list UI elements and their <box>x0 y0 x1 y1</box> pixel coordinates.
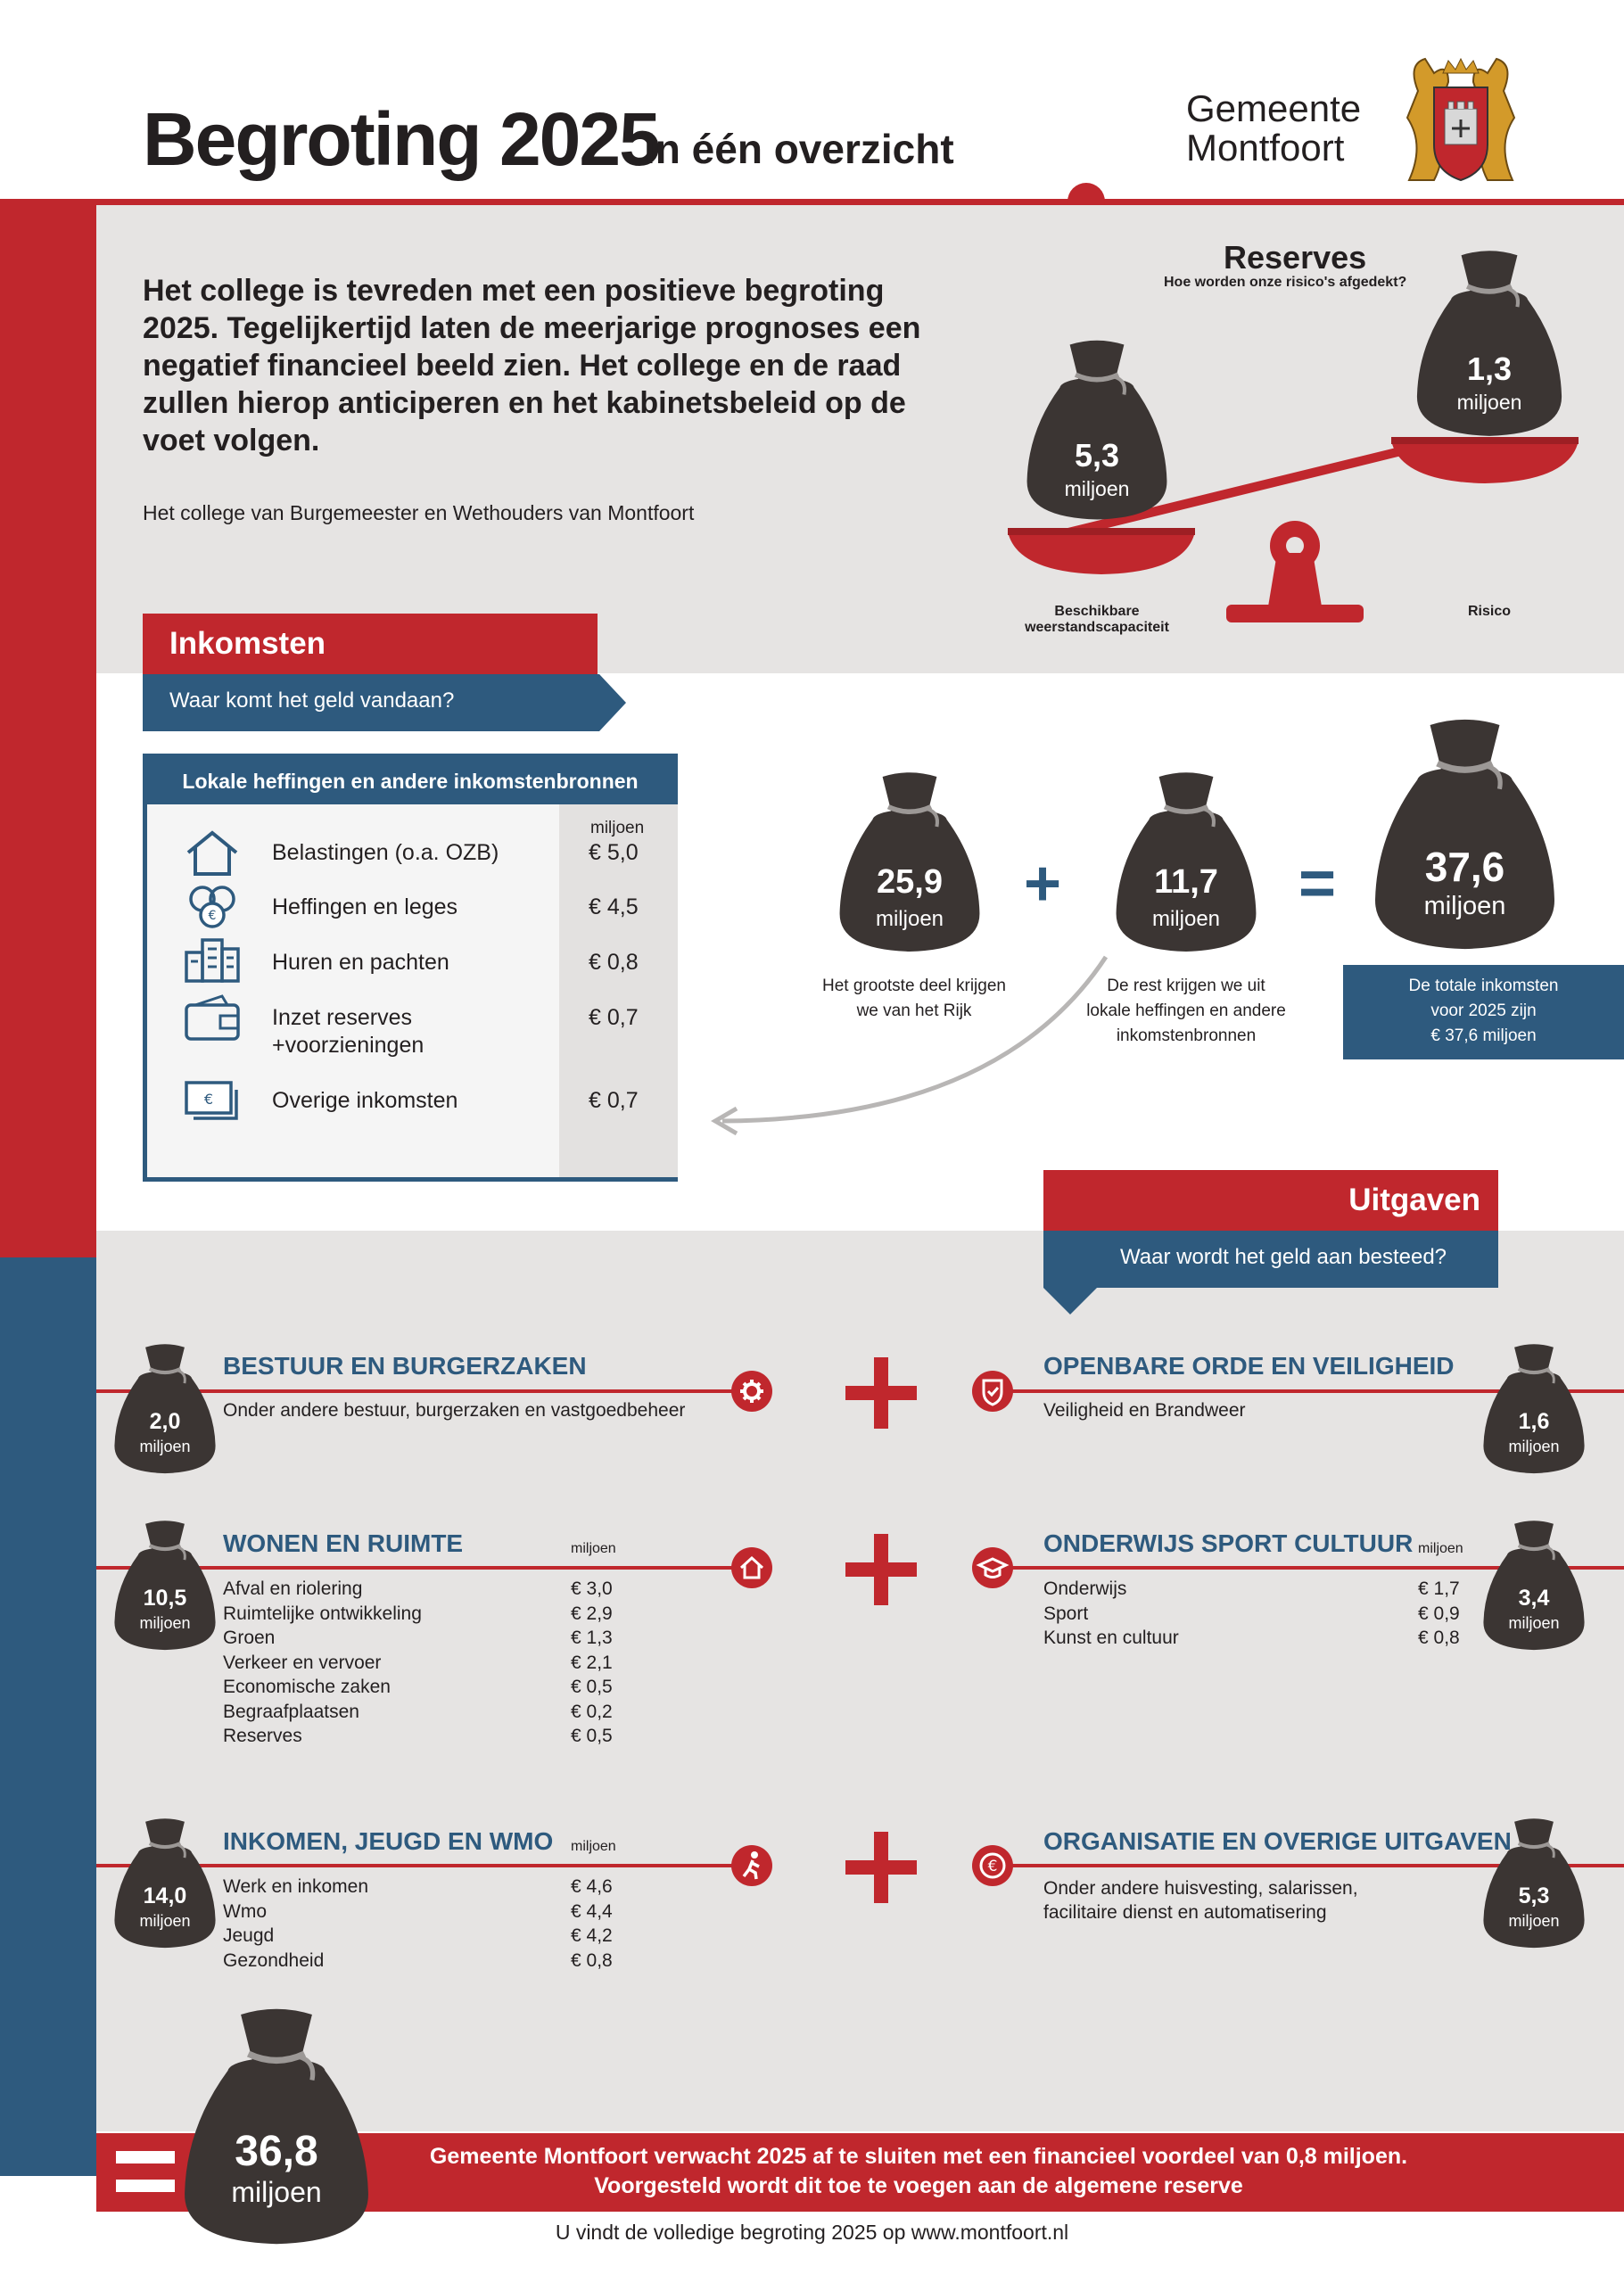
municipality-logo-text <box>1186 89 1361 168</box>
onderwijs-unit-header: miljoen <box>1418 1541 1463 1556</box>
reserve-left-unit: miljoen <box>1064 477 1130 500</box>
reserve-left-label <box>1008 604 1186 636</box>
onderwijs-title: ONDERWIJS SPORT CULTUUR <box>1043 1529 1414 1557</box>
income-subtab: Waar komt het geld vandaan? <box>169 688 455 713</box>
banknote-icon <box>183 1079 242 1125</box>
inkomen-unit: miljoen <box>139 1912 191 1930</box>
coat-of-arms-icon <box>1363 55 1559 189</box>
summary-line-2: Voorgesteld wordt dit toe te voegen aan de algemene reserve <box>594 2173 1243 2198</box>
item-value: € 0,2 <box>571 1701 613 1722</box>
svg-text:€: € <box>208 909 217 923</box>
item-value: € 0,5 <box>571 1677 613 1697</box>
inkomen-item <box>223 1875 615 1900</box>
income-row-value: € 4,5 <box>589 894 639 919</box>
item-label: Werk en inkomen <box>223 1876 369 1897</box>
item-value: € 0,8 <box>1418 1628 1460 1648</box>
buildings-icon <box>183 936 242 983</box>
item-label: Afval en riolering <box>223 1578 363 1599</box>
page-subtitle: in één overzicht <box>644 126 954 172</box>
income-row-value: € 0,8 <box>589 950 639 975</box>
item-label: Begraafplaatsen <box>223 1701 359 1722</box>
caption-line: we van het Rijk <box>856 1001 972 1020</box>
item-value: € 1,7 <box>1418 1578 1460 1599</box>
curved-arrow-icon <box>705 950 1124 1146</box>
wonen-unit-header: miljoen <box>571 1541 616 1556</box>
expenses-tab: Uitgaven <box>1043 1170 1498 1231</box>
wallet-icon <box>183 994 242 1041</box>
item-label: Onderwijs <box>1043 1578 1127 1599</box>
item-value: € 0,8 <box>571 1949 613 1971</box>
total-line: € 37,6 miljoen <box>1430 1026 1537 1045</box>
income-total-box <box>1343 965 1624 1059</box>
income-bag-rijk-unit: miljoen <box>875 907 944 931</box>
income-table-title: Lokale heffingen en andere inkomstenbronnen <box>147 758 673 804</box>
coins-icon <box>183 883 242 929</box>
page-title: Begroting 2025 <box>143 97 659 181</box>
income-row-value: € 0,7 <box>589 1005 639 1030</box>
organisatie-desc <box>1043 1876 1358 1924</box>
item-value: € 4,4 <box>571 1900 613 1922</box>
orde-unit: miljoen <box>1508 1438 1560 1455</box>
inkomen-item <box>223 1949 615 1974</box>
expenses-subtab: Waar wordt het geld aan besteed? <box>1120 1245 1447 1269</box>
caption-line: De rest krijgen we uit <box>1107 977 1265 995</box>
graduation-cap-icon <box>972 1547 1013 1588</box>
bestuur-title: BESTUUR EN BURGERZAKEN <box>223 1352 587 1380</box>
intro-text: Het college is tevreden met een positieve begroting 2025. Tegelijkertijd laten de meerjarige prognoses een negatief financieel beeld zien. Het college en de raad zullen hierop anticiperen en het kabinetsbeleid op de voet volgen. <box>143 274 921 457</box>
onderwijs-item <box>1043 1626 1463 1651</box>
reserve-right-unit: miljoen <box>1456 391 1522 414</box>
income-row-label: Heffingen en leges <box>272 894 458 919</box>
side-bar-blue <box>0 1257 96 2176</box>
wonen-item <box>223 1700 615 1725</box>
item-value: € 1,3 <box>571 1628 613 1648</box>
wonen-item <box>223 1675 615 1700</box>
reserve-right-value: 1,3 <box>1466 350 1513 387</box>
onderwijs-value: 3,4 <box>1518 1586 1550 1611</box>
item-label: Groen <box>223 1628 276 1648</box>
income-bag-local-unit: miljoen <box>1151 907 1221 931</box>
inkomen-value: 14,0 <box>143 1883 187 1908</box>
reserves-subtitle: Hoe worden onze risico's afgedekt? <box>1164 275 1407 290</box>
income-row-value: € 0,7 <box>589 1088 639 1113</box>
inkomen-items <box>223 1875 615 1973</box>
svg-text:€: € <box>987 1858 998 1875</box>
income-bag-local-value: 11,7 <box>1154 863 1218 901</box>
organisatie-title: ORGANISATIE EN OVERIGE UITGAVEN <box>1043 1827 1512 1855</box>
reserve-left-label-1: Beschikbare <box>1054 604 1140 619</box>
footer-link-text[interactable]: U vindt de volledige begroting 2025 op www.montfoort.nl <box>555 2221 1069 2244</box>
caption-line: Het grootste deel krijgen <box>822 977 1006 995</box>
wonen-item <box>223 1626 615 1651</box>
item-label: Verkeer en vervoer <box>223 1652 382 1673</box>
income-bag-total-unit: miljoen <box>1423 892 1506 920</box>
item-value: € 3,0 <box>571 1578 613 1599</box>
orde-value: 1,6 <box>1518 1409 1550 1434</box>
caption-line: lokale heffingen en andere <box>1086 1001 1286 1020</box>
item-value: € 2,9 <box>571 1603 613 1624</box>
orde-desc: Veiligheid en Brandweer <box>1043 1400 1246 1421</box>
wonen-item <box>223 1602 615 1627</box>
item-label: Reserves <box>223 1726 302 1746</box>
reserve-left-label-2: weerstandscapaciteit <box>1025 620 1169 635</box>
inkomen-unit-header: miljoen <box>571 1839 616 1854</box>
item-label: Wmo <box>223 1900 267 1922</box>
summary-line-1: Gemeente Montfoort verwacht 2025 af te sluiten met een financieel voordeel van 0,8 miljoen. <box>429 2144 1408 2169</box>
onderwijs-item <box>1043 1602 1463 1627</box>
inkomen-item <box>223 1924 615 1949</box>
total-line: voor 2025 zijn <box>1430 1001 1537 1020</box>
organisatie-desc-line: Onder andere huisvesting, salarissen, <box>1043 1878 1358 1899</box>
organisatie-value: 5,3 <box>1518 1883 1550 1908</box>
income-table-unit: miljoen <box>590 819 645 837</box>
orde-title: OPENBARE ORDE EN VEILIGHEID <box>1043 1352 1455 1380</box>
inkomen-item <box>223 1900 615 1924</box>
item-value: € 0,9 <box>1418 1603 1460 1624</box>
home-icon <box>731 1547 772 1588</box>
wonen-item <box>223 1651 615 1676</box>
inkomen-title: INKOMEN, JEUGD EN WMO <box>223 1827 554 1855</box>
organisatie-desc-line: facilitaire dienst en automatisering <box>1043 1902 1327 1923</box>
item-label: Ruimtelijke ontwikkeling <box>223 1603 422 1624</box>
organisatie-unit: miljoen <box>1508 1912 1560 1930</box>
income-row-label-2: +voorzieningen <box>272 1033 425 1058</box>
shield-icon <box>972 1371 1013 1412</box>
plus-icon <box>845 1357 917 1429</box>
header-divider <box>0 199 1624 205</box>
logo-line-1: Gemeente <box>1186 87 1362 129</box>
wonen-title: WONEN EN RUIMTE <box>223 1529 464 1557</box>
walking-person-icon <box>731 1845 772 1886</box>
expenses-subtab-shape <box>1043 1231 1498 1316</box>
income-bag-rijk-value: 25,9 <box>877 863 943 901</box>
wonen-items <box>223 1577 615 1749</box>
euro-icon <box>972 1845 1013 1886</box>
svg-text:€: € <box>203 1091 214 1108</box>
plus-icon <box>845 1832 917 1903</box>
wonen-item <box>223 1577 615 1602</box>
reserve-right-label: Risico <box>1467 604 1511 619</box>
item-value: € 2,1 <box>571 1652 613 1673</box>
income-row-label: Overige inkomsten <box>272 1088 458 1113</box>
summary-text <box>339 2142 1498 2201</box>
item-label: Economische zaken <box>223 1677 391 1697</box>
onderwijs-items <box>1043 1577 1463 1651</box>
plus-sign: + <box>1024 848 1062 919</box>
income-row-value: € 5,0 <box>589 840 639 865</box>
onderwijs-unit: miljoen <box>1508 1614 1560 1632</box>
income-row-label: Inzet reserves <box>272 1005 413 1030</box>
bestuur-unit: miljoen <box>139 1438 191 1455</box>
reserves-title: Reserves <box>1224 239 1367 276</box>
income-row-label: Belastingen (o.a. OZB) <box>272 840 499 865</box>
income-bag-total-value: 37,6 <box>1424 844 1505 890</box>
wonen-value: 10,5 <box>143 1586 187 1611</box>
wonen-unit: miljoen <box>139 1614 191 1632</box>
item-value: € 4,2 <box>571 1925 613 1946</box>
total-line: De totale inkomsten <box>1408 977 1559 995</box>
reserve-left-value: 5,3 <box>1074 437 1120 474</box>
item-label: Sport <box>1043 1603 1089 1624</box>
income-row-label: Huren en pachten <box>272 950 449 975</box>
item-label: Kunst en cultuur <box>1043 1628 1179 1648</box>
bestuur-value: 2,0 <box>149 1409 181 1434</box>
wonen-item <box>223 1724 615 1749</box>
equals-icon <box>116 2151 175 2194</box>
item-label: Jeugd <box>223 1925 275 1946</box>
item-value: € 0,5 <box>571 1726 613 1746</box>
total-expenses-value: 36,8 <box>235 2128 318 2175</box>
caption-line: inkomstenbronnen <box>1116 1026 1257 1045</box>
intro-signature: Het college van Burgemeester en Wethouders van Montfoort <box>143 501 695 524</box>
total-expenses-unit: miljoen <box>231 2176 322 2208</box>
item-value: € 4,6 <box>571 1876 613 1897</box>
side-bar-red <box>0 205 96 1257</box>
item-label: Gezondheid <box>223 1949 325 1971</box>
bestuur-desc: Onder andere bestuur, burgerzaken en vastgoedbeheer <box>223 1400 686 1421</box>
onderwijs-item <box>1043 1577 1463 1602</box>
gear-icon <box>731 1371 772 1412</box>
income-table <box>143 754 678 1182</box>
equals-sign: = <box>1298 848 1337 919</box>
income-tab: Inkomsten <box>143 614 598 674</box>
house-icon <box>183 829 242 876</box>
plus-icon <box>845 1534 917 1605</box>
logo-line-2: Montfoort <box>1186 127 1345 169</box>
